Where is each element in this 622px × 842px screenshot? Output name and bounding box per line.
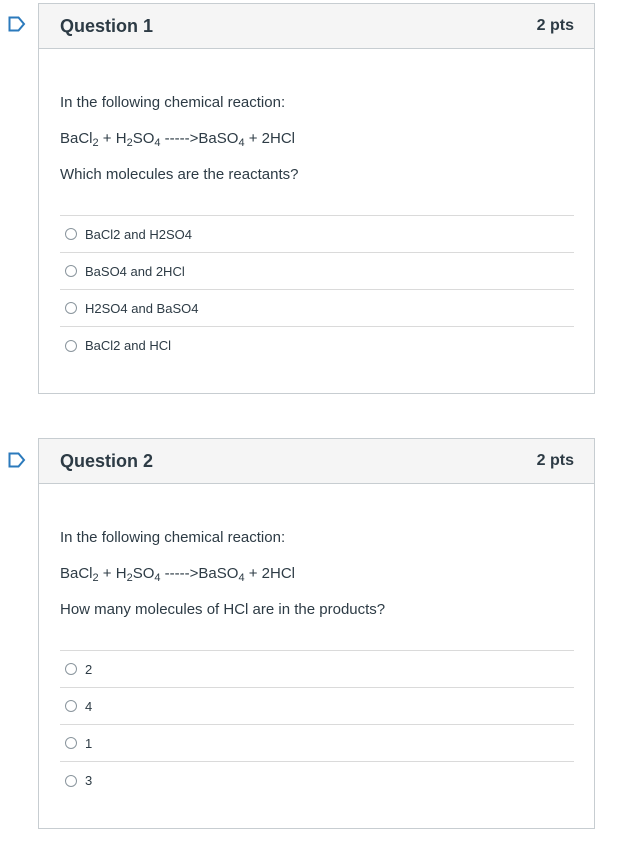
radio-unchecked-icon[interactable] bbox=[65, 265, 77, 277]
radio-unchecked-icon[interactable] bbox=[65, 663, 77, 675]
answer-option[interactable] bbox=[60, 725, 574, 762]
question-header bbox=[39, 4, 594, 49]
answer-label[interactable]: 2 bbox=[85, 661, 93, 677]
question-title: Question 1 bbox=[60, 15, 154, 36]
answer-list bbox=[60, 215, 574, 364]
question-prompt: How many molecules of HCl are in the products? bbox=[60, 601, 386, 618]
answer-option[interactable] bbox=[60, 688, 574, 725]
answer-label[interactable]: 1 bbox=[85, 735, 93, 751]
answer-label[interactable]: 3 bbox=[85, 773, 93, 788]
question-card-1 bbox=[38, 3, 595, 394]
radio-unchecked-icon[interactable] bbox=[65, 700, 77, 712]
radio-unchecked-icon[interactable] bbox=[65, 737, 77, 749]
chemical-equation: BaCl$_2$ + $H_2SO_4$ ----->BaSO$_4$ + 2HCl bbox=[60, 130, 296, 149]
question-body bbox=[39, 484, 594, 799]
question-title: Question 2 bbox=[60, 450, 154, 471]
question-body bbox=[39, 49, 594, 364]
flag-question-icon[interactable] bbox=[8, 16, 26, 32]
question-points: 2 pts bbox=[536, 17, 574, 34]
flag-question-icon[interactable] bbox=[8, 452, 26, 468]
answer-label[interactable]: BaCl2 and H2SO4 bbox=[85, 226, 192, 242]
chemical-equation: BaCl$_2$ + $H_2SO_4$ ----->BaSO$_4$ + 2HCl bbox=[60, 565, 296, 584]
answer-option[interactable] bbox=[60, 651, 574, 688]
question-intro: In the following chemical reaction: bbox=[60, 94, 286, 111]
radio-unchecked-icon[interactable] bbox=[65, 775, 77, 787]
question-card-2 bbox=[38, 438, 595, 829]
radio-unchecked-icon[interactable] bbox=[65, 302, 77, 314]
answer-list bbox=[60, 650, 574, 799]
answer-option[interactable] bbox=[60, 762, 574, 799]
answer-option[interactable] bbox=[60, 216, 574, 253]
answer-option[interactable] bbox=[60, 290, 574, 327]
answer-label[interactable]: BaCl2 and HCl bbox=[85, 338, 171, 353]
answer-option[interactable] bbox=[60, 327, 574, 364]
question-prompt: Which molecules are the reactants? bbox=[60, 166, 299, 183]
answer-label[interactable]: H2SO4 and BaSO4 bbox=[85, 300, 199, 316]
answer-option[interactable] bbox=[60, 253, 574, 290]
radio-unchecked-icon[interactable] bbox=[65, 228, 77, 240]
answer-label[interactable]: 4 bbox=[85, 698, 93, 714]
radio-unchecked-icon[interactable] bbox=[65, 340, 77, 352]
question-points: 2 pts bbox=[536, 452, 574, 469]
answer-label[interactable]: BaSO4 and 2HCl bbox=[85, 263, 185, 279]
question-header bbox=[39, 439, 594, 484]
question-intro: In the following chemical reaction: bbox=[60, 529, 286, 546]
